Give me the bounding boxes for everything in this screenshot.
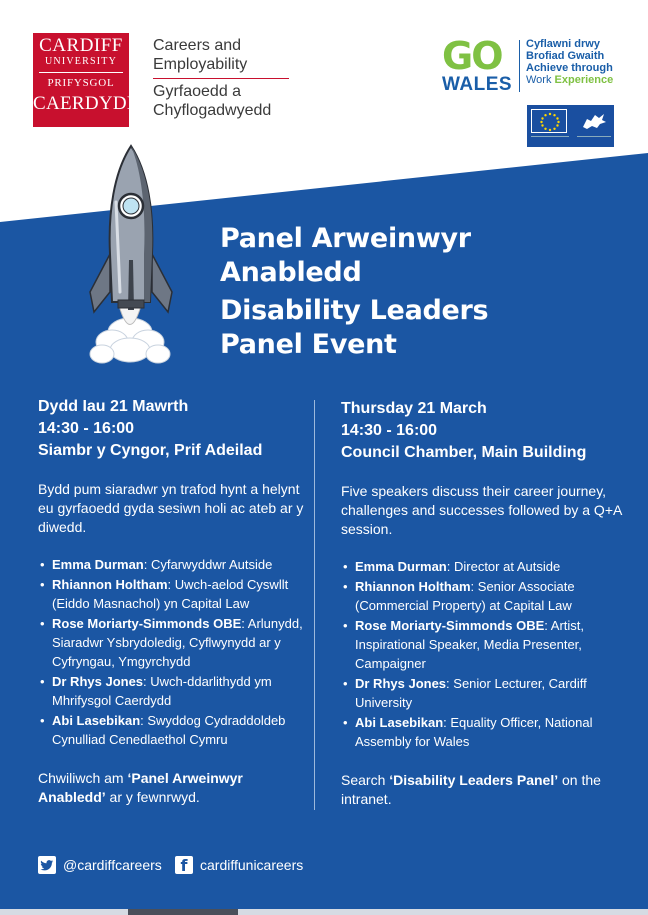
event-title — [220, 222, 620, 362]
english-date: Thursday 21 March — [341, 400, 487, 417]
careers-cy-line1: Gyrfaoedd a — [153, 83, 242, 100]
speaker-name: Rose Moriarty-Simmonds OBE — [355, 618, 545, 633]
bottom-strip-dark — [128, 909, 238, 915]
facebook-icon[interactable]: f — [175, 856, 193, 874]
cardiff-university-logo — [33, 33, 141, 127]
speaker-name: Rhiannon Holtham — [52, 577, 168, 592]
careers-en-line1: Careers and — [153, 37, 242, 54]
logo-caerdydd: CAERDYDD — [33, 93, 141, 114]
speaker-name: Abi Lasebikan — [52, 713, 141, 728]
list-item: • Emma Durman: Director at Autside — [341, 557, 631, 576]
speaker-role: Arlunydd, Siaradwr Ysbrydoledig, Cyflwynydd ar y Cyfryngau, Ymgyrchydd — [52, 616, 303, 669]
speaker-role: Swyddog Cydraddoldeb Cynulliad Cenedlaethol Cymru — [52, 713, 286, 747]
eu-flag-icon — [531, 109, 567, 133]
facebook-handle[interactable]: cardiffunicareers — [200, 857, 304, 873]
logo-university: UNIVERSITY — [45, 56, 117, 67]
welsh-date: Dydd Iau 21 Mawrth — [38, 398, 189, 415]
twitter-handle[interactable]: @cardiffcareers — [63, 857, 162, 873]
tagline-cy-2: Brofiad Gwaith — [526, 50, 605, 62]
speaker-role: Uwch-ddarlithydd ym Mhrifysgol Caerdydd — [52, 674, 272, 708]
list-item: • Emma Durman: Cyfarwyddwr Autside — [38, 555, 308, 574]
list-item: • Dr Rhys Jones: Senior Lecturer, Cardiff University — [341, 674, 631, 712]
english-search-hint — [341, 771, 631, 809]
careers-cy-line2: Chyflogadwyedd — [153, 102, 272, 119]
speaker-role: Director at Autside — [453, 559, 561, 574]
list-item: • Rhiannon Holtham: Senior Associate (Commercial Property) at Capital Law — [341, 577, 631, 615]
careers-en-line2: Employability — [153, 56, 248, 73]
speaker-role: Uwch-aelod Cyswllt (Eiddo Masnachol) yn Capital Law — [52, 577, 289, 611]
list-item: • Rose Moriarty-Simmonds OBE: Artist, Inspirational Speaker, Media Presenter, Campaigner — [341, 616, 631, 673]
title-english-line1: Disability Leaders — [220, 295, 489, 326]
wg-fine-print — [577, 136, 611, 144]
english-search-query: ‘Disability Leaders Panel’ — [389, 772, 559, 788]
twitter-icon[interactable] — [38, 856, 56, 874]
speaker-name: Dr Rhys Jones — [355, 676, 447, 691]
go-wales-tagline — [526, 38, 621, 86]
column-divider — [314, 400, 315, 810]
funding-logos — [526, 104, 615, 148]
tagline-en-2 — [526, 74, 621, 86]
tagline-cy-1: Cyflawni drwy — [526, 38, 600, 50]
title-welsh-line1: Panel Arweinwyr — [220, 223, 471, 254]
welsh-dragon-icon — [577, 109, 611, 133]
english-speaker-list — [341, 557, 631, 751]
english-event-details — [341, 398, 631, 464]
careers-divider — [153, 78, 289, 79]
english-search-prefix: Search — [341, 772, 390, 788]
bottom-strip — [0, 909, 648, 915]
speaker-role: Artist, Inspirational Speaker, Media Presenter, Campaigner — [355, 618, 585, 671]
welsh-search-query: ‘Panel Arweinwyr Anabledd’ — [38, 770, 243, 805]
english-venue: Council Chamber, Main Building — [341, 444, 587, 461]
welsh-venue: Siambr y Cyngor, Prif Adeilad — [38, 442, 263, 459]
welsh-search-prefix: Chwiliwch am — [38, 770, 128, 786]
welsh-time: 14:30 - 16:00 — [38, 420, 135, 437]
careers-and-employability — [153, 36, 289, 120]
welsh-search-suffix: ar y fewnrwyd. — [105, 789, 200, 805]
welsh-column — [38, 396, 308, 807]
welsh-speaker-list — [38, 555, 308, 749]
eu-fine-print — [531, 136, 569, 144]
english-intro: Five speakers discuss their career journey, challenges and successes followed by a Q+A session. — [341, 483, 622, 537]
tagline-en-1: Achieve through — [526, 62, 613, 74]
speaker-name: Emma Durman — [52, 557, 144, 572]
list-item: • Rhiannon Holtham: Uwch-aelod Cyswllt (Eiddo Masnachol) yn Capital Law — [38, 575, 308, 613]
title-english-line2: Panel Event — [220, 329, 397, 360]
logo-divider — [39, 72, 123, 73]
logo-prifysgol: PRIFYSGOL — [47, 77, 115, 89]
speaker-role: Senior Lecturer, Cardiff University — [355, 676, 587, 710]
go-wordmark: GO — [442, 34, 502, 78]
speaker-role: Senior Associate (Commercial Property) at Capital Law — [355, 579, 575, 613]
speaker-name: Emma Durman — [355, 559, 447, 574]
welsh-event-details — [38, 396, 308, 462]
english-column — [341, 398, 631, 809]
speaker-name: Abi Lasebikan — [355, 715, 444, 730]
speaker-name: Rose Moriarty-Simmonds OBE — [52, 616, 242, 631]
welsh-intro: Bydd pum siaradwr yn trafod hynt a helynt eu gyrfaoedd gyda sesiwn holi ac ateb ar y diwedd. — [38, 481, 304, 535]
tagline-en-2a: Work — [526, 74, 555, 86]
list-item: • Dr Rhys Jones: Uwch-ddarlithydd ym Mhrifysgol Caerdydd — [38, 672, 308, 710]
list-item: • Rose Moriarty-Simmonds OBE: Arlunydd, Siaradwr Ysbrydoledig, Cyflwynydd ar y Cyfryngau, Ymgyrchydd — [38, 614, 308, 671]
speaker-role: Equality Officer, National Assembly for Wales — [355, 715, 593, 749]
title-welsh-line2: Anabledd — [220, 257, 362, 288]
speaker-role: Cyfarwyddwr Autside — [150, 557, 273, 572]
go-wales-logo — [438, 36, 520, 96]
wales-wordmark: WALES — [442, 74, 513, 95]
tagline-en-2b: Experience — [554, 74, 614, 86]
speaker-name: Rhiannon Holtham — [355, 579, 471, 594]
rocket-illustration — [80, 142, 184, 370]
go-wales-separator — [519, 40, 520, 92]
list-item: • Abi Lasebikan: Equality Officer, National Assembly for Wales — [341, 713, 631, 751]
list-item: • Abi Lasebikan: Swyddog Cydraddoldeb Cynulliad Cenedlaethol Cymru — [38, 711, 308, 749]
welsh-search-hint — [38, 769, 308, 807]
english-time: 14:30 - 16:00 — [341, 422, 438, 439]
english-search-suffix: on the intranet. — [341, 772, 601, 807]
speaker-name: Dr Rhys Jones — [52, 674, 144, 689]
logo-cardiff: CARDIFF — [39, 35, 123, 56]
